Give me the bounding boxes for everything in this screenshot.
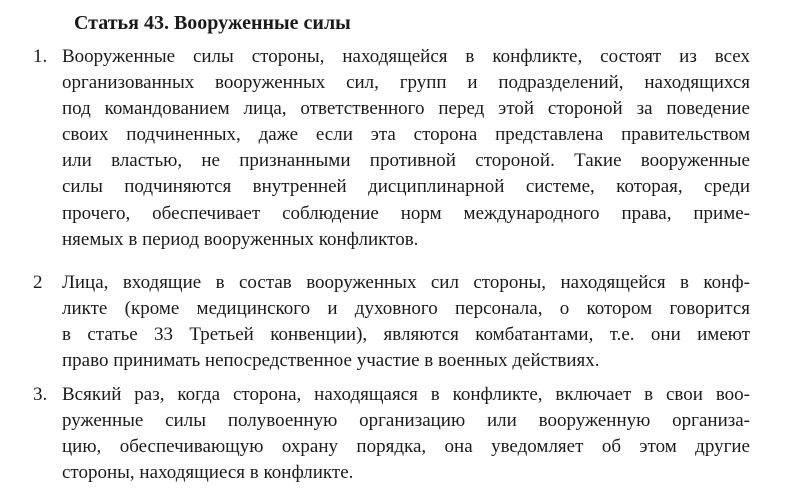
paragraph-line: под командованием лица, ответственного перед этой стороной за поведение bbox=[62, 98, 750, 120]
paragraph-line: силы подчиняются внутренней дисциплинарной системе, которая, среди bbox=[62, 176, 750, 198]
paragraph-line: цию, обеспечивающую охрану порядка, она уведомляет об этом другие bbox=[62, 436, 750, 458]
paragraph-line: или властью, не признанными противной стороной. Такие вооруженные bbox=[62, 150, 750, 172]
item-number: 3. bbox=[33, 384, 48, 405]
item-paragraph bbox=[62, 270, 750, 374]
paragraph-line: в статье 33 Третьей конвенции), являются комбатантами, т.е. они имеют bbox=[62, 324, 750, 346]
article-heading: Статья 43. Вооруженные силы bbox=[74, 12, 351, 34]
paragraph-line: стороны, находящиеся в конфликте. bbox=[62, 462, 354, 484]
item-paragraph bbox=[62, 44, 750, 253]
paragraph-line: Вооруженные силы стороны, находящейся в конфликте, состоят из всех bbox=[62, 46, 750, 67]
paragraph-line: ликте (кроме медицинского и духовного персонала, о котором говорится bbox=[62, 298, 750, 320]
item-paragraph bbox=[62, 382, 750, 486]
paragraph-line: прочего, обеспечивает соблюдение норм международного права, приме- bbox=[62, 202, 750, 224]
paragraph-line: няемых в период вооруженных конфликтов. bbox=[62, 228, 419, 250]
paragraph-line: руженные силы полувоенную организацию или вооруженную организа- bbox=[62, 410, 750, 432]
paragraph-line: организованных вооруженных сил, групп и подразделений, находящихся bbox=[62, 72, 750, 94]
item-number: 1. bbox=[33, 46, 48, 67]
paragraph-line: Лица, входящие в состав вооруженных сил стороны, находящейся в конф- bbox=[62, 272, 750, 293]
paragraph-line: своих подчиненных, даже если эта сторона представлена правительством bbox=[62, 124, 750, 146]
paragraph-line: Всякий раз, когда сторона, находящаяся в конфликте, включает в свои воо- bbox=[62, 384, 750, 405]
paragraph-line: право принимать непосредственное участие в военных действиях. bbox=[62, 350, 600, 372]
item-number: 2 bbox=[33, 272, 43, 293]
